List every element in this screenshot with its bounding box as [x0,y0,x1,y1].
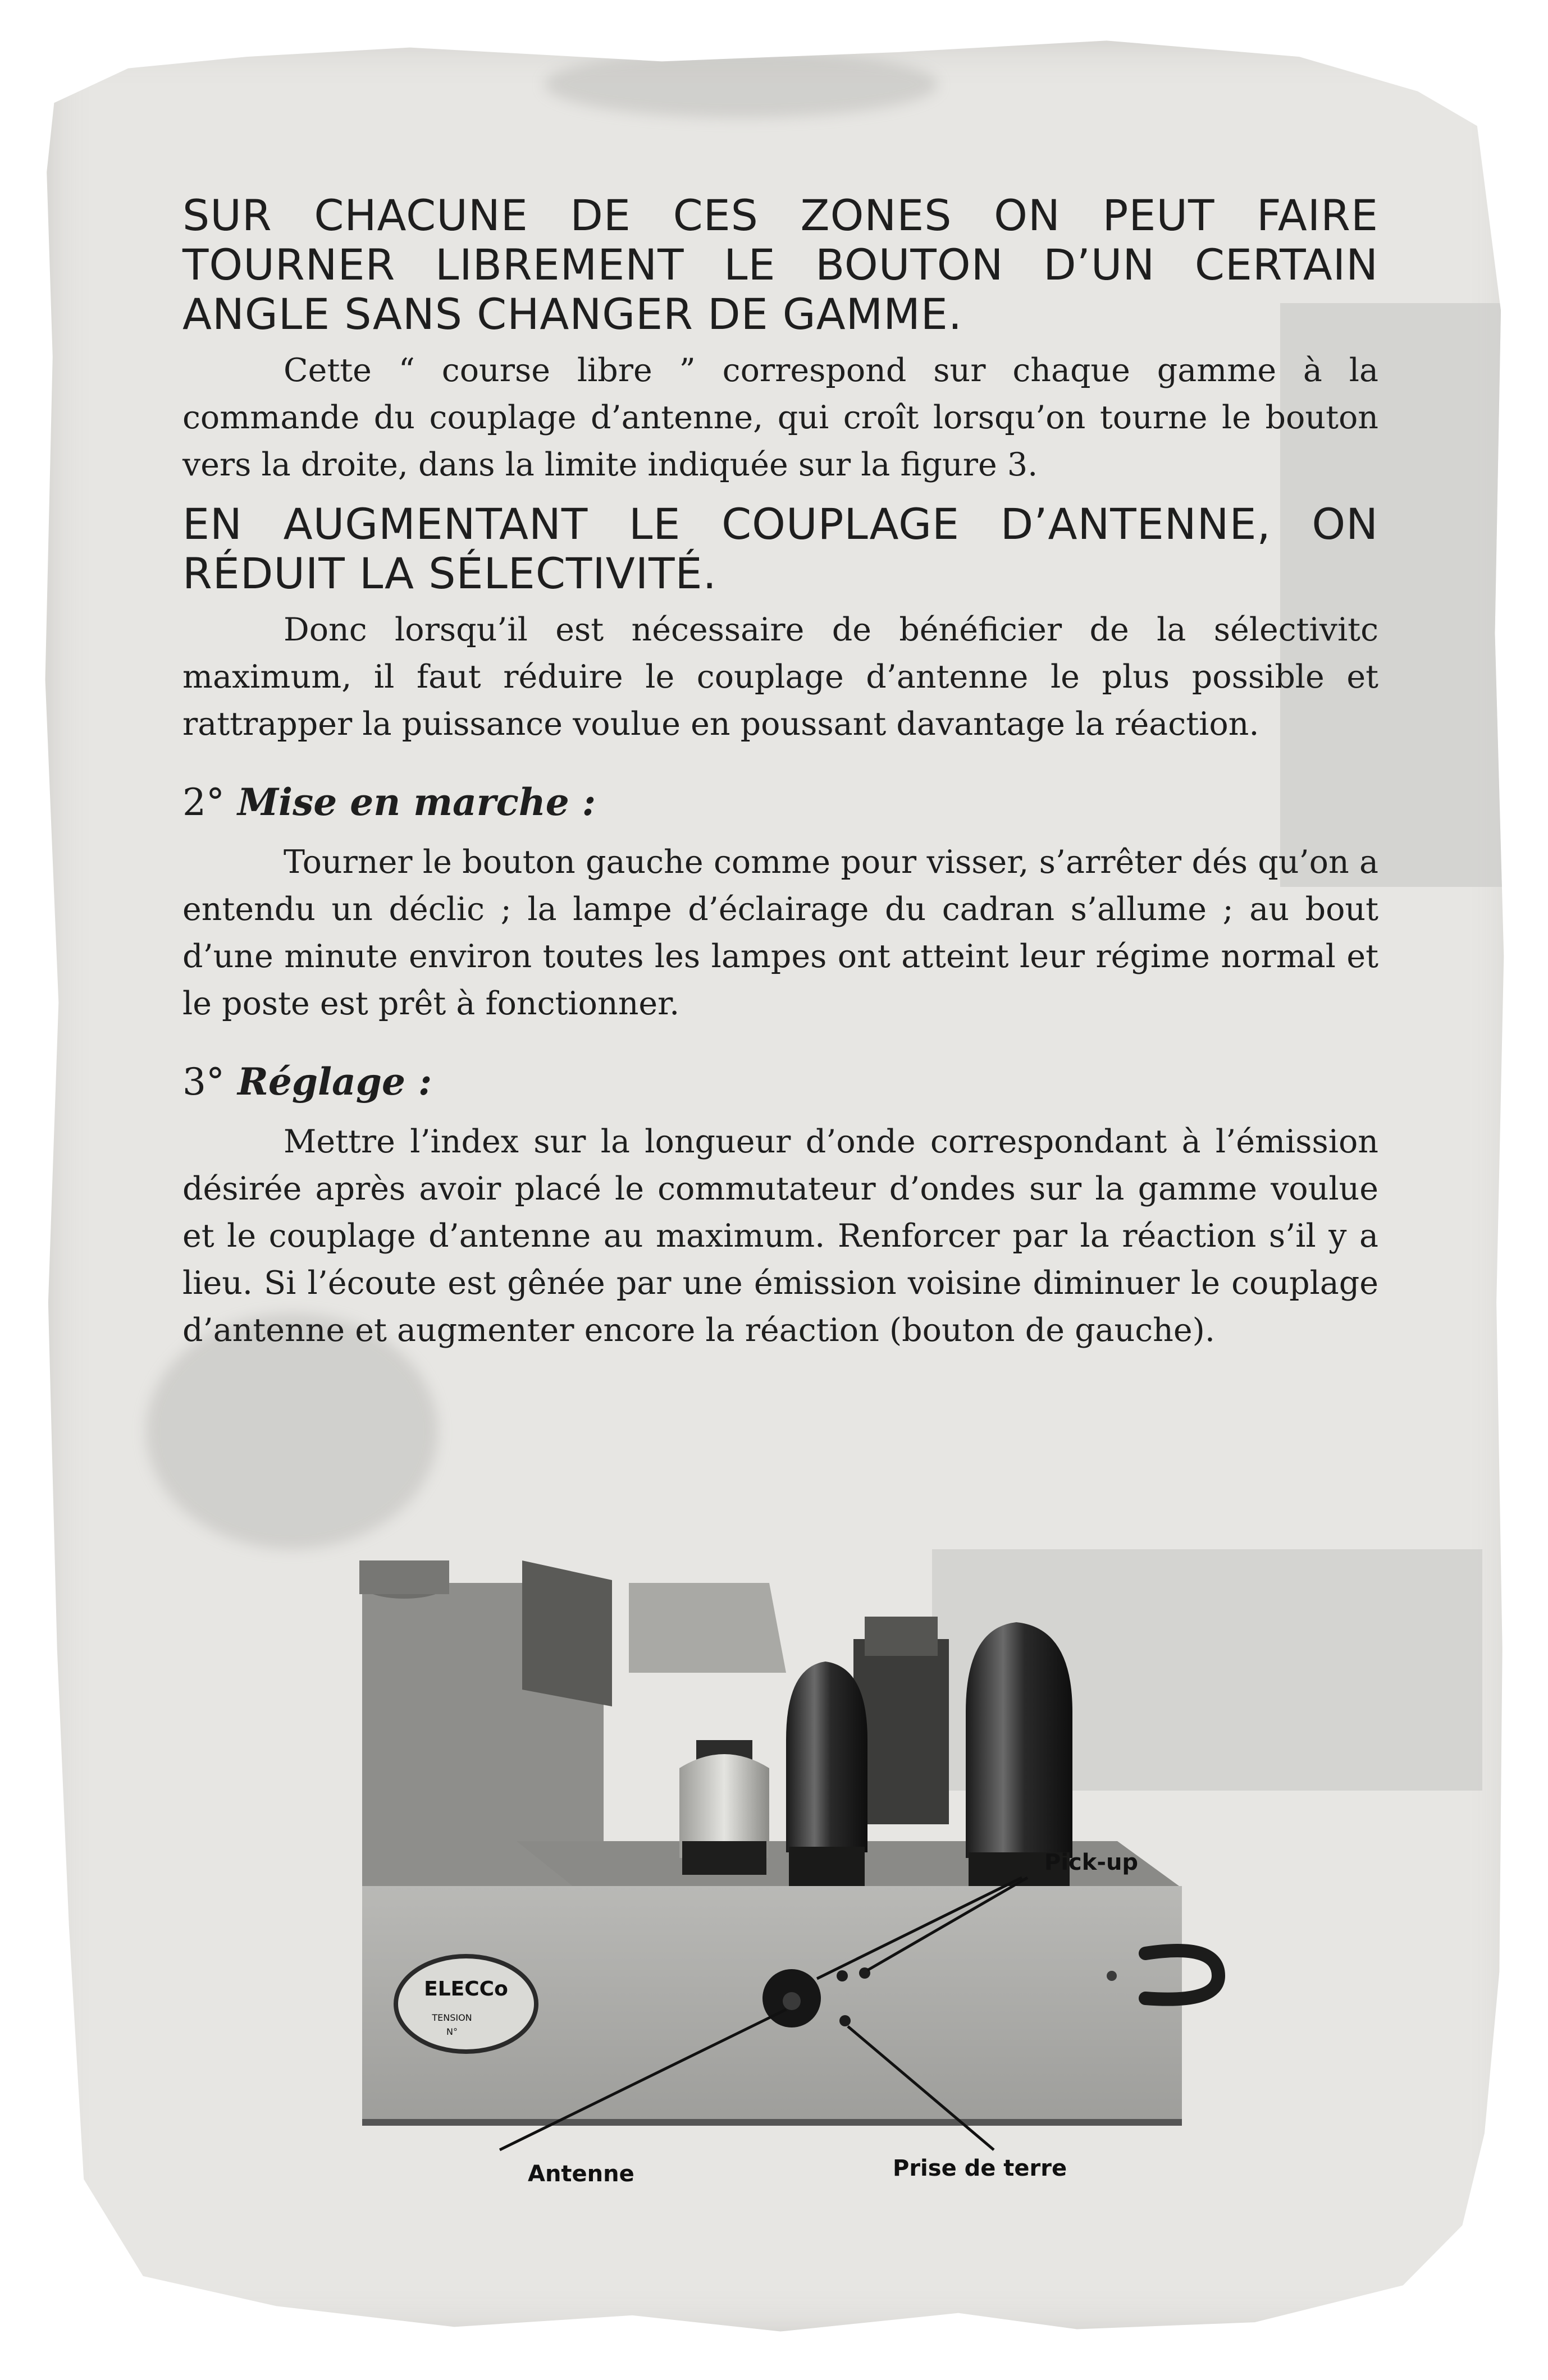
transformer-core [865,1617,938,1656]
tube-glass-2 [786,1662,867,1852]
heading-title: Mise en marche : [237,780,596,824]
label-prise-de-terre: Prise de terre [893,2155,1067,2181]
label-pickup: Pick-up [1044,1850,1139,1875]
earth-jack [839,2015,851,2026]
heading-number: 3° [182,1060,225,1104]
radio-chassis-figure [337,1527,1235,2189]
tuning-capacitor [629,1583,786,1673]
screw [1107,1971,1117,1981]
stain-top [545,51,938,118]
tube-glass-3 [966,1622,1072,1858]
plate-number-text: N° [446,2026,458,2037]
chassis-shadow [362,2119,1182,2126]
antenna-socket-hole [783,1992,801,2010]
caps-statement-selectivite: EN AUGMENTANT LE COUPLAGE D’ANTENNE, ON RÉDUIT LA SÉLECTIVITÉ. [182,499,1378,598]
brand-logo-text: ELECCo [424,1978,508,2001]
plate-tension-text: TENSION [432,2012,472,2023]
brand-plate [396,1956,536,2052]
pickup-jack-1 [837,1970,848,1981]
paragraph-course-libre: Cette “ course libre ” correspond sur chaque gamme à la commande du couplage d’antenne, qui croît lorsqu’on tourne le bouton vers la droite, dans la limite indiquée sur la figure 3. [182,352,1378,483]
label-antenne: Antenne [528,2161,634,2187]
heading-mise-en-marche [182,780,1378,824]
heading-number: 2° [182,781,225,824]
shield-plate [522,1560,612,1706]
paragraph-reglage: Mettre l’index sur la longueur d’onde correspondant à l’émission désirée après avoir placé le commutateur d’ondes sur la gamme voulue et le couplage d’antenne au maximum. Renforcer par la réaction s’il y a lieu. Si l’écoute est gênée par une émission voisine diminuer le couplage d’antenne et augmenter encore la réaction (bouton de gauche). [182,1123,1378,1349]
transformer [853,1639,949,1824]
coil-can [359,1560,449,1594]
heading-reglage [182,1060,1378,1104]
tube-socket-2 [789,1847,865,1886]
text-block [182,191,1378,1354]
paragraph-mise-en-marche: Tourner le bouton gauche comme pour visser, s’arrêter dés qu’on a entendu un déclic ; la lampe d’éclairage du cadran s’allume ; au bout d’une minute environ toutes les lampes ont atteint leur régime normal et le poste est prêt à fonctionner. [182,844,1378,1022]
paragraph-selectivite: Donc lorsqu’il est nécessaire de bénéficier de la sélectivitc maximum, il faut réduire le couplage d’antenne le plus possible et rattrapper la puissance voulue en poussant davantage la réaction. [182,611,1378,743]
tube-ceramic-socket [682,1841,766,1875]
caps-statement-zones: SUR CHACUNE DE CES ZONES ON PEUT FAIRE TOURNER LIBREMENT LE BOUTON D’UN CERTAIN ANGLE SANS CHANGER DE GAMME. [182,190,1378,339]
heading-title: Réglage : [237,1060,432,1104]
